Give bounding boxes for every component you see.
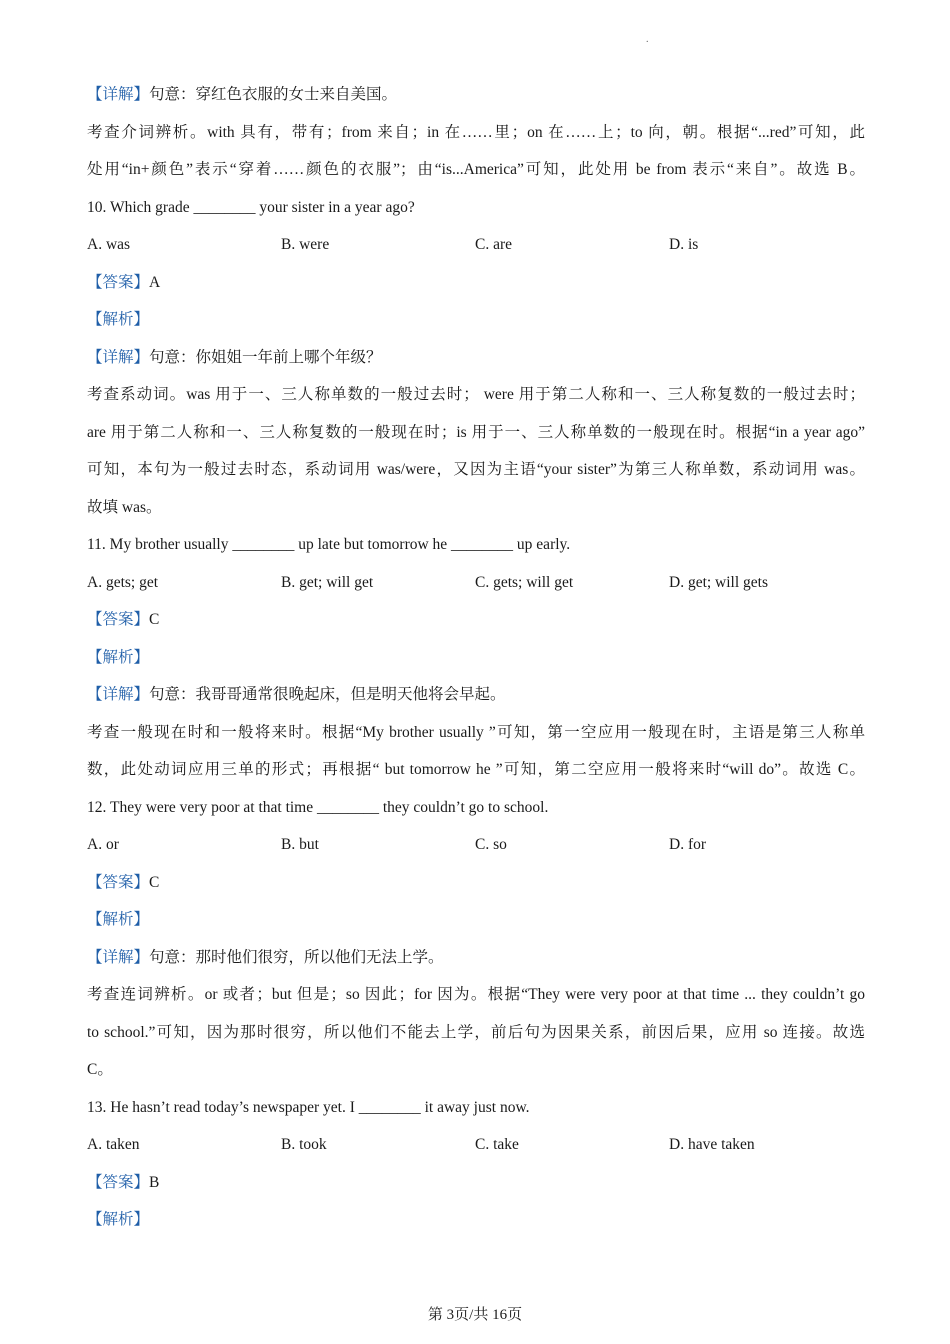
q12-answer [87, 864, 865, 902]
q10-option-a: A. was [87, 236, 131, 253]
q11-option-b: B. get; will get [281, 573, 374, 591]
q12-option-c: C. so [475, 836, 507, 853]
q13-answer-tag: 【答案】 [87, 1173, 150, 1191]
q12-detail-tag: 【详解】 [87, 948, 150, 966]
page-number-footer: 第 3页/共 16页 [427, 1307, 523, 1323]
q10-option-c: C. are [475, 236, 513, 253]
q11-answer-value: C [149, 611, 160, 628]
header-dot: . [646, 34, 649, 45]
q10-answer [87, 264, 865, 302]
q12-stem: 12. They were very poor at that time ________ they couldn’t go to school. [87, 798, 549, 816]
q12-jiexi-tag: 【解析】 [87, 911, 150, 928]
q12-answer-tag: 【答案】 [87, 873, 150, 891]
q13-answer [87, 1164, 865, 1202]
q12-answer-value: C [149, 873, 160, 891]
q11-jiexi-tag: 【解析】 [87, 648, 150, 666]
q12-detail [87, 939, 865, 977]
q10-option-d: D. is [669, 236, 699, 253]
q10-answer-tag: 【答案】 [87, 273, 150, 291]
q10-jiexi-tag: 【解析】 [87, 311, 150, 328]
q11-detail-tag: 【详解】 [87, 686, 150, 703]
q11-answer-tag: 【答案】 [87, 611, 150, 628]
q9-detail-tag: 【详解】 [87, 86, 150, 103]
q12-option-a: A. or [87, 836, 119, 853]
page-content [87, 76, 865, 1239]
q11-answer [87, 601, 865, 639]
q11-stem: 11. My brother usually ________ up late but tomorrow he ________ up early. [87, 536, 571, 553]
q11-option-a: A. gets; get [87, 573, 159, 591]
q10-answer-value: A [149, 273, 161, 291]
q12-option-b: B. but [281, 836, 319, 853]
q10-stem: 10. Which grade ________ your sister in a year ago? [87, 198, 415, 216]
q9-analysis-line-1: 考查介词辨析。with 具有，带有；from 来自；in 在……里；on 在……上；to 向，朝。根据“...red”可知，此 [87, 123, 865, 141]
q10-analysis-line-1: 考查系动词。was 用于一、三人称单数的一般过去时； were 用于第二人称和一、三人称复数的一般过去时； [87, 386, 865, 403]
q10-analysis-line-2: are 用于第二人称和一、三人称复数的一般现在时；is 用于一、三人称单数的一般现在时。根据“in a year ago” [87, 423, 865, 441]
q13-jiexi-tag: 【解析】 [87, 1211, 150, 1228]
q11-option-d: D. get; will gets [669, 573, 769, 591]
q12-analysis-line-3: C。 [87, 1061, 113, 1078]
q11-options [87, 564, 865, 602]
q13-option-d: D. have taken [669, 1136, 755, 1153]
q9-detail [87, 76, 865, 114]
q12-option-d: D. for [669, 836, 707, 853]
q12-options [87, 826, 865, 864]
q13-option-c: C. take [475, 1136, 519, 1153]
q11-detail-text: 句意：我哥哥通常很晚起床，但是明天他将会早起。 [149, 686, 506, 703]
q11-analysis-line-1: 考查一般现在时和一般将来时。根据“My brother usually ”可知，第一空应用一般现在时，主语是第三人称单 [87, 723, 865, 741]
q13-option-b: B. took [281, 1136, 327, 1153]
q11-option-c: C. gets; will get [475, 573, 574, 591]
q10-analysis-line-3: 可知，本句为一般过去时态，系动词用 was/were，又因为主语“your sister”为第三人称单数，系动词用 was。 [87, 461, 865, 478]
q12-detail-text: 句意：那时他们很穷，所以他们无法上学。 [149, 948, 444, 966]
q9-detail-text: 句意：穿红色衣服的女士来自美国。 [149, 86, 398, 103]
q9-analysis-line-2: 处用“in+颜色”表示“穿着……颜色的衣服”；由“is...America”可知，此处用 be from 表示“来自”。故选 B。 [87, 161, 865, 178]
q10-analysis-line-4: 故填 was。 [87, 498, 162, 516]
q10-detail [87, 339, 865, 377]
q10-option-b: B. were [281, 236, 330, 253]
q11-detail [87, 676, 865, 714]
q12-analysis-line-1: 考查连词辨析。or 或者；but 但是；so 因此；for 因为。根据“They were very poor at that time ... they couldn’t go [87, 986, 865, 1003]
q10-options [87, 226, 865, 264]
q13-stem: 13. He hasn’t read today’s newspaper yet. I ________ it away just now. [87, 1098, 530, 1116]
q11-analysis-line-2: 数，此处动词应用三单的形式；再根据“ but tomorrow he ”可知，第二空应用一般将来时“will do”。故选 C。 [87, 761, 865, 778]
q12-analysis-line-2: to school.”可知，因为那时很穷，所以他们不能去上学，前后句为因果关系，前因后果，应用 so 连接。故选 [87, 1023, 865, 1041]
q10-detail-text: 句意：你姐姐一年前上哪个年级？ [149, 348, 382, 366]
q13-options [87, 1126, 865, 1164]
q13-option-a: A. taken [87, 1136, 140, 1153]
q13-answer-value: B [149, 1173, 160, 1191]
q10-detail-tag: 【详解】 [87, 348, 150, 366]
